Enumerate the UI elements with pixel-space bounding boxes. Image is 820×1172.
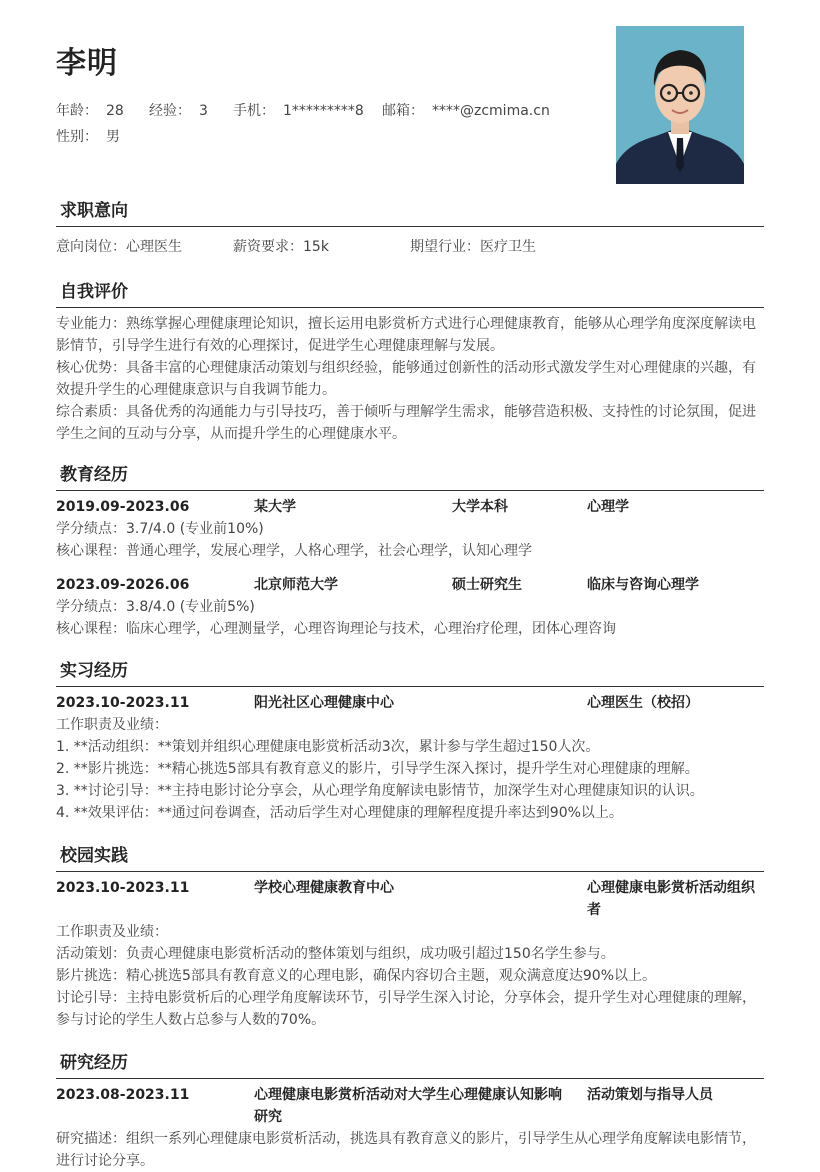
duty-line: 影片挑选：精心挑选5部具有教育意义的心理电影，确保内容切合主题，观众满意度达90%以上。: [56, 968, 657, 984]
duty-line: 1. **活动组织：**策划并组织心理健康电影赏析活动3次，累计参与学生超过150人次。: [56, 739, 600, 755]
basic-info-row: [56, 101, 596, 121]
edu-date: 2019.09-2023.06: [56, 499, 190, 515]
email-field: 邮箱： ****@zcmima.cn: [382, 103, 550, 119]
campus-practice-section: [56, 841, 764, 1031]
intent-row: [56, 236, 764, 258]
duty-line: 讨论引导：主持电影赏析后的心理学角度解读环节，引导学生深入讨论，分享体会，提升学生对心理健康的理解，参与讨论的学生人数占总参与人数的70%。: [56, 990, 756, 1028]
research-section: [56, 1048, 764, 1172]
duty-label: 工作职责及业绩：: [56, 924, 168, 940]
self-evaluation-section: [56, 277, 764, 445]
section-title: 校园实践: [56, 841, 764, 872]
self-eval-line: 专业能力：熟练掌握心理健康理论知识，擅长运用电影赏析方式进行心理健康教育，能够从心理学角度深度解读电影情节，引导学生进行有效的心理探讨，促进学生心理健康理解与发展。: [56, 316, 756, 354]
edu-major: 心理学: [587, 499, 629, 515]
section-title: 教育经历: [56, 460, 764, 491]
research-description: 研究描述：组织一系列心理健康电影赏析活动，挑选具有教育意义的影片，引导学生从心理学角度解读电影情节，进行讨论分享。: [56, 1131, 756, 1169]
edu-major: 临床与咨询心理学: [587, 577, 699, 593]
campus-entry-header: [56, 877, 764, 921]
section-title: 实习经历: [56, 656, 764, 687]
research-role: 活动策划与指导人员: [587, 1087, 713, 1103]
phone-field: 手机： 1*********8: [233, 103, 364, 119]
section-title: 求职意向: [56, 196, 764, 227]
duty-line: 3. **讨论引导：**主持电影讨论分享会，从心理学角度解读电影情节，加深学生对心理健康知识的认识。: [56, 783, 704, 799]
internship-role: 心理医生（校招）: [587, 695, 699, 711]
duty-line: 2. **影片挑选：**精心挑选5部具有教育意义的影片，引导学生深入探讨，提升学生对心理健康的理解。: [56, 761, 699, 777]
section-title: 研究经历: [56, 1048, 764, 1079]
campus-role: 心理健康电影赏析活动组织者: [587, 880, 755, 918]
campus-org: 学校心理健康教育中心: [254, 880, 394, 896]
profile-photo: [616, 26, 744, 184]
education-entry-header: [56, 574, 764, 596]
campus-date: 2023.10-2023.11: [56, 880, 190, 896]
education-section: [56, 460, 764, 640]
intent-industry: 期望行业：医疗卫生: [410, 239, 536, 255]
research-entry-header: [56, 1084, 764, 1128]
edu-degree: 硕士研究生: [452, 577, 522, 593]
intent-salary: 薪资要求：15k: [233, 239, 329, 255]
edu-gpa: 学分绩点：3.8/4.0 (专业前5%): [56, 599, 255, 615]
edu-date: 2023.09-2026.06: [56, 577, 190, 593]
education-entry-header: [56, 496, 764, 518]
edu-courses: 核心课程：普通心理学，发展心理学，人格心理学，社会心理学，认知心理学: [56, 543, 532, 559]
research-date: 2023.08-2023.11: [56, 1087, 190, 1103]
self-eval-line: 综合素质：具备优秀的沟通能力与引导技巧，善于倾听与理解学生需求，能够营造积极、支持性的讨论氛围，促进学生之间的互动与分享，从而提升学生的心理健康水平。: [56, 404, 756, 442]
edu-gpa: 学分绩点：3.7/4.0 (专业前10%): [56, 521, 264, 537]
section-title: 自我评价: [56, 277, 764, 308]
edu-school: 某大学: [254, 499, 296, 515]
research-topic: 心理健康电影赏析活动对大学生心理健康认知影响研究: [254, 1087, 562, 1125]
gender-field: 性别： 男: [56, 129, 120, 145]
gender-row: [56, 127, 256, 147]
internship-section: [56, 656, 764, 824]
edu-courses: 核心课程：临床心理学，心理测量学，心理咨询理论与技术，心理治疗伦理，团体心理咨询: [56, 621, 616, 637]
internship-org: 阳光社区心理健康中心: [254, 695, 394, 711]
job-intent-section: [56, 196, 764, 258]
portrait-image: [616, 26, 744, 184]
internship-entry-header: [56, 692, 764, 714]
duty-line: 4. **效果评估：**通过问卷调查，活动后学生对心理健康的理解程度提升率达到90%以上。: [56, 805, 623, 821]
self-eval-line: 核心优势：具备丰富的心理健康活动策划与组织经验，能够通过创新性的活动形式激发学生对心理健康的兴趣，有效提升学生的心理健康意识与自我调节能力。: [56, 360, 756, 398]
experience-field: 经验： 3: [149, 103, 208, 119]
edu-school: 北京师范大学: [254, 577, 338, 593]
intent-position: 意向岗位：心理医生: [56, 239, 182, 255]
duty-label: 工作职责及业绩：: [56, 717, 168, 733]
internship-date: 2023.10-2023.11: [56, 695, 190, 711]
candidate-name: 李明: [56, 46, 118, 81]
age-field: 年龄： 28: [56, 103, 124, 119]
edu-degree: 大学本科: [452, 499, 508, 515]
duty-line: 活动策划：负责心理健康电影赏析活动的整体策划与组织，成功吸引超过150名学生参与。: [56, 946, 615, 962]
